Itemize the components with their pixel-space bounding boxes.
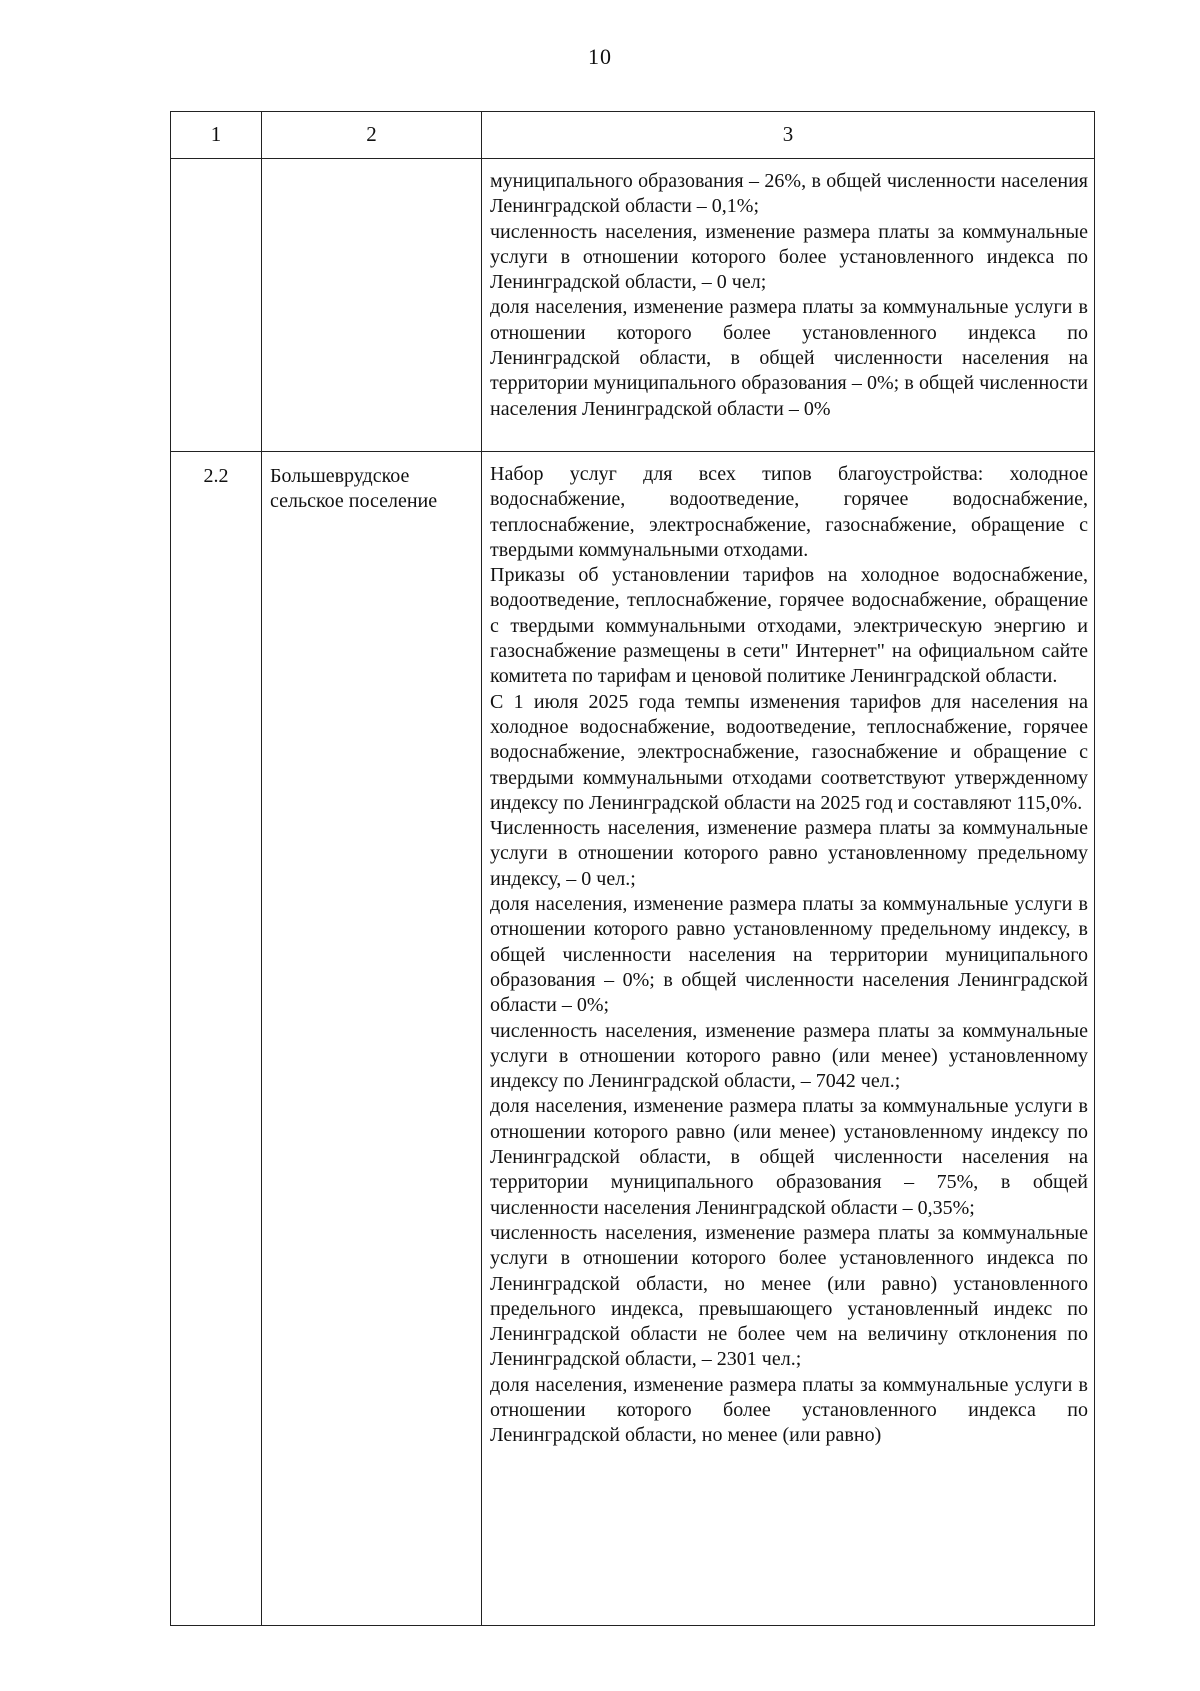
description-paragraph: доля населения, изменение размера платы за коммунальные услуги в отношении которого равно (или менее) установленному индексу по Ленинградской области, в общей численности населения на территории муниципального образования – 75%, в общей численности населения Ленинградской области – 0,35%;	[490, 1095, 1088, 1219]
description-paragraph: Набор услуг для всех типов благоустройства: холодное водоснабжение, водоотведение, горячее водоснабжение, теплоснабжение, электроснабжение, газоснабжение, обращение с твердыми коммунальными отходами.	[490, 463, 1088, 561]
page-number: 10	[588, 44, 612, 69]
description-paragraph: С 1 июля 2025 года темпы изменения тарифов для населения на холодное водоснабжение, водоотведение, теплоснабжение, горячее водоснабжение, электроснабжение, газоснабжение и обращение с твердыми коммунальными отходами соответствуют утвержденному индексу по Ленинградской области на 2025 год и составляют 115,0%.	[490, 690, 1088, 814]
column-header-2: 2	[262, 112, 482, 159]
tariff-table	[170, 111, 1095, 1626]
description-paragraph: доля населения, изменение размера платы за коммунальные услуги в отношении которого более установленного индекса по Ленинградской области, в общей численности населения на территории муниципального образования – 0%; в общей численности населения Ленинградской области – 0%	[490, 296, 1088, 420]
description-paragraph: доля населения, изменение размера платы за коммунальные услуги в отношении которого более установленного индекса по Ленинградской области, но менее (или равно)	[490, 1373, 1088, 1447]
description-paragraph: Численность населения, изменение размера платы за коммунальные услуги в отношении которого равно установленному предельному индексу, – 0 чел.;	[490, 817, 1088, 890]
column-header-1: 1	[171, 112, 262, 159]
description-cell	[482, 159, 1095, 452]
settlement-name-cell	[262, 159, 482, 452]
description-paragraph: численность населения, изменение размера платы за коммунальные услуги в отношении которого более установленного индекса по Ленинградской области, но менее (или равно) установленного предельного индекса, превышающего установленный индекс по Ленинградской области не более чем на величину отклонения по Ленинградской области, – 2301 чел.;	[490, 1221, 1088, 1371]
description-paragraph: Приказы об установлении тарифов на холодное водоснабжение, водоотведение, теплоснабжение, горячее водоснабжение, обращение с твердыми коммунальными отходами, электрическую энергию и газоснабжение размещены в сети" Интернет" на официальном сайте комитета по тарифам и ценовой политике Ленинградской области.	[490, 564, 1088, 688]
description-paragraph: численность населения, изменение размера платы за коммунальные услуги в отношении которого равно (или менее) установленному индексу по Ленинградской области, – 7042 чел.;	[490, 1019, 1088, 1093]
description-paragraph: доля населения, изменение размера платы за коммунальные услуги в отношении которого равно установленному предельному индексу, в общей численности населения на территории муниципального образования – 0%; в общей численности населения Ленинградской области – 0%;	[490, 893, 1088, 1017]
column-header-3: 3	[482, 112, 1095, 159]
table-row-2-2	[171, 452, 1095, 1626]
table-header-row	[171, 112, 1095, 159]
row-number-cell: 2.2	[171, 452, 262, 1626]
description-cell	[482, 452, 1095, 1626]
row-number-cell	[171, 159, 262, 452]
table-row-continuation	[171, 159, 1095, 452]
description-paragraph: численность населения, изменение размера платы за коммунальные услуги в отношении которого более установленного индекса по Ленинградской области, – 0 чел;	[490, 220, 1088, 294]
settlement-name-cell: Большеврудское сельское поселение	[262, 452, 482, 1626]
description-paragraph: муниципального образования – 26%, в общей численности населения Ленинградской области – 0,1%;	[490, 170, 1088, 218]
